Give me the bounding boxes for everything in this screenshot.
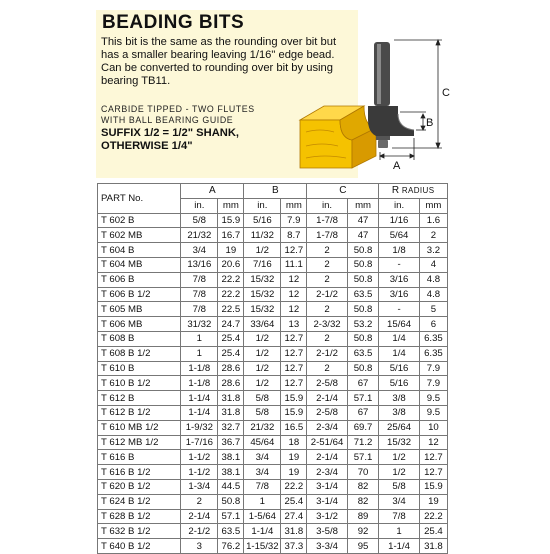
a-in-cell: 1-1/8 [181,361,218,376]
a-in-cell: 7/8 [181,287,218,302]
part-number-cell: T 612 B 1/2 [98,405,181,420]
c-in-cell: 3-1/4 [307,494,348,509]
c-in-cell: 2-3/4 [307,465,348,480]
dimension-label-c: C [442,87,450,99]
table-row [98,524,448,539]
r-in-cell: 5/8 [379,479,420,494]
c-in-cell: 3-5/8 [307,524,348,539]
c-mm-cell: 69.7 [347,420,379,435]
a-mm-cell: 16.7 [218,228,244,243]
group-r-letter: R [391,185,400,197]
c-in-cell: 2-1/2 [307,287,348,302]
c-in-cell: 2-3/32 [307,317,348,332]
group-b-header: B [244,184,307,199]
router-bit-diagram [280,28,460,178]
c-mm-cell: 71.2 [347,435,379,450]
c-in-cell: 1-7/8 [307,228,348,243]
b-in-cell: 15/32 [244,302,281,317]
table-row [98,435,448,450]
a-in-cell: 1 [181,346,218,361]
c-mm-cell: 50.8 [347,272,379,287]
part-number-cell: T 612 B [98,391,181,406]
r-in-cell: 3/16 [379,287,420,302]
b-in-cell: 1/2 [244,376,281,391]
r-in-cell: 1/4 [379,331,420,346]
part-number-cell: T 620 B 1/2 [98,479,181,494]
unit-r-mm: mm [419,198,447,213]
unit-a-mm: mm [218,198,244,213]
table-row [98,317,448,332]
table-row [98,494,448,509]
r-in-cell: 1 [379,524,420,539]
c-mm-cell: 89 [347,509,379,524]
a-mm-cell: 19 [218,243,244,258]
c-mm-cell: 95 [347,539,379,554]
page-title: BEADING BITS [102,12,245,33]
c-in-cell: 2 [307,361,348,376]
r-in-cell: 15/32 [379,435,420,450]
c-in-cell: 2-1/4 [307,391,348,406]
spec-table-body [98,213,448,553]
a-in-cell: 2-1/4 [181,509,218,524]
a-mm-cell: 76.2 [218,539,244,554]
c-mm-cell: 57.1 [347,391,379,406]
r-mm-cell: 7.9 [419,376,447,391]
a-in-cell: 13/16 [181,257,218,272]
c-in-cell: 2 [307,243,348,258]
c-in-cell: 2 [307,272,348,287]
b-in-cell: 21/32 [244,420,281,435]
r-mm-cell: 12.7 [419,465,447,480]
c-mm-cell: 47 [347,228,379,243]
b-mm-cell: 12.7 [281,331,307,346]
description-text-2: Can be converted to rounding over bit by using bearing TB11. [101,62,333,87]
table-row [98,272,448,287]
a-in-cell: 1-9/32 [181,420,218,435]
b-mm-cell: 12.7 [281,361,307,376]
b-in-cell: 3/4 [244,465,281,480]
r-in-cell: 3/4 [379,494,420,509]
r-mm-cell: 3.2 [419,243,447,258]
a-in-cell: 1-7/16 [181,435,218,450]
r-in-cell: 5/16 [379,361,420,376]
a-in-cell: 2-1/2 [181,524,218,539]
subtitle-line-1: CARBIDE TIPPED - TWO FLUTES [101,104,255,114]
r-in-cell: 1/2 [379,450,420,465]
part-number-cell: T 632 B 1/2 [98,524,181,539]
r-mm-cell: 25.4 [419,524,447,539]
r-mm-cell: 9.5 [419,391,447,406]
c-in-cell: 3-3/4 [307,539,348,554]
b-mm-cell: 12.7 [281,346,307,361]
b-mm-cell: 12 [281,272,307,287]
r-in-cell: 5/64 [379,228,420,243]
table-row [98,509,448,524]
subtitle-line-2: WITH BALL BEARING GUIDE [101,114,234,125]
part-number-cell: T 606 B 1/2 [98,287,181,302]
b-mm-cell: 12 [281,287,307,302]
r-mm-cell: 12 [419,435,447,450]
r-in-cell: - [379,257,420,272]
table-row [98,405,448,420]
part-number-cell: T 610 B 1/2 [98,376,181,391]
a-in-cell: 1 [181,331,218,346]
c-in-cell: 2-51/64 [307,435,348,450]
c-mm-cell: 50.8 [347,302,379,317]
table-row [98,479,448,494]
router-bit-illustration [368,42,414,148]
a-mm-cell: 44.5 [218,479,244,494]
c-mm-cell: 63.5 [347,346,379,361]
r-mm-cell: 6 [419,317,447,332]
a-in-cell: 7/8 [181,302,218,317]
r-mm-cell: 22.2 [419,509,447,524]
c-mm-cell: 53.2 [347,317,379,332]
a-mm-cell: 22.2 [218,272,244,287]
a-in-cell: 1-1/4 [181,391,218,406]
table-row [98,243,448,258]
a-mm-cell: 36.7 [218,435,244,450]
r-in-cell: 5/16 [379,376,420,391]
b-in-cell: 15/32 [244,287,281,302]
c-mm-cell: 50.8 [347,243,379,258]
table-row [98,302,448,317]
part-no-header: PART No. [98,184,181,214]
r-in-cell: 1/16 [379,213,420,228]
b-in-cell: 5/16 [244,213,281,228]
r-in-cell: 15/64 [379,317,420,332]
description-text-1: This bit is the same as the rounding over bit but has a smaller bearing leaving 1/16" edge bead. [101,36,337,61]
a-mm-cell: 32.7 [218,420,244,435]
c-mm-cell: 92 [347,524,379,539]
b-mm-cell: 8.7 [281,228,307,243]
part-number-cell: T 610 B [98,361,181,376]
c-mm-cell: 70 [347,465,379,480]
spec-table [97,183,448,554]
r-mm-cell: 15.9 [419,479,447,494]
c-in-cell: 2 [307,331,348,346]
b-mm-cell: 27.4 [281,509,307,524]
suffix-line-2: OTHERWISE 1/4" [101,140,193,152]
a-in-cell: 21/32 [181,228,218,243]
r-in-cell: 3/8 [379,391,420,406]
a-in-cell: 3 [181,539,218,554]
b-in-cell: 7/8 [244,479,281,494]
b-mm-cell: 16.5 [281,420,307,435]
c-in-cell: 2-5/8 [307,405,348,420]
a-mm-cell: 22.2 [218,287,244,302]
table-row [98,346,448,361]
b-mm-cell: 7.9 [281,213,307,228]
r-mm-cell: 6.35 [419,331,447,346]
a-mm-cell: 22.5 [218,302,244,317]
suffix-line-1: SUFFIX 1/2 = 1/2" SHANK, [101,127,240,139]
r-in-cell: 25/64 [379,420,420,435]
unit-c-mm: mm [347,198,379,213]
b-in-cell: 1-5/64 [244,509,281,524]
b-in-cell: 45/64 [244,435,281,450]
table-row [98,287,448,302]
a-mm-cell: 38.1 [218,450,244,465]
r-mm-cell: 7.9 [419,361,447,376]
part-number-cell: T 608 B [98,331,181,346]
table-row [98,450,448,465]
b-in-cell: 3/4 [244,450,281,465]
r-mm-cell: 12.7 [419,450,447,465]
c-in-cell: 2-3/4 [307,420,348,435]
r-mm-cell: 1.6 [419,213,447,228]
r-mm-cell: 4 [419,257,447,272]
b-mm-cell: 19 [281,465,307,480]
b-in-cell: 1 [244,494,281,509]
a-mm-cell: 57.1 [218,509,244,524]
r-mm-cell: 6.35 [419,346,447,361]
part-number-cell: T 602 MB [98,228,181,243]
b-mm-cell: 31.8 [281,524,307,539]
c-mm-cell: 67 [347,376,379,391]
c-in-cell: 2 [307,302,348,317]
b-in-cell: 1-1/4 [244,524,281,539]
a-mm-cell: 63.5 [218,524,244,539]
a-in-cell: 1-3/4 [181,479,218,494]
r-mm-cell: 10 [419,420,447,435]
b-in-cell: 15/32 [244,272,281,287]
table-row [98,213,448,228]
part-number-cell: T 604 MB [98,257,181,272]
a-in-cell: 31/32 [181,317,218,332]
a-in-cell: 1-1/8 [181,376,218,391]
group-c-header: C [307,184,379,199]
b-mm-cell: 11.1 [281,257,307,272]
c-in-cell: 2-5/8 [307,376,348,391]
r-mm-cell: 9.5 [419,405,447,420]
part-number-cell: T 606 MB [98,317,181,332]
part-number-cell: T 624 B 1/2 [98,494,181,509]
subtitle [101,104,255,125]
b-mm-cell: 22.2 [281,479,307,494]
a-mm-cell: 31.8 [218,405,244,420]
part-number-cell: T 640 B 1/2 [98,539,181,554]
c-in-cell: 3-1/4 [307,479,348,494]
b-mm-cell: 12.7 [281,376,307,391]
table-row [98,465,448,480]
r-mm-cell: 4.8 [419,272,447,287]
r-in-cell: 3/16 [379,272,420,287]
table-row [98,331,448,346]
part-number-cell: T 608 B 1/2 [98,346,181,361]
part-number-cell: T 612 MB 1/2 [98,435,181,450]
part-number-cell: T 602 B [98,213,181,228]
table-row [98,376,448,391]
unit-r-in: in. [379,198,420,213]
c-in-cell: 1-7/8 [307,213,348,228]
b-mm-cell: 19 [281,450,307,465]
b-mm-cell: 25.4 [281,494,307,509]
a-mm-cell: 20.6 [218,257,244,272]
part-number-cell: T 616 B 1/2 [98,465,181,480]
part-number-cell: T 610 MB 1/2 [98,420,181,435]
unit-b-mm: mm [281,198,307,213]
dimension-label-a: A [393,160,401,172]
c-in-cell: 2-1/2 [307,346,348,361]
b-mm-cell: 15.9 [281,391,307,406]
b-in-cell: 33/64 [244,317,281,332]
part-number-cell: T 616 B [98,450,181,465]
table-row [98,539,448,554]
dimension-label-b: B [426,117,434,129]
b-mm-cell: 13 [281,317,307,332]
a-mm-cell: 24.7 [218,317,244,332]
table-header-row [98,184,448,199]
unit-b-in: in. [244,198,281,213]
c-in-cell: 3-1/2 [307,509,348,524]
b-in-cell: 1/2 [244,346,281,361]
a-mm-cell: 28.6 [218,376,244,391]
a-in-cell: 2 [181,494,218,509]
wood-block-illustration [300,106,376,168]
a-in-cell: 3/4 [181,243,218,258]
c-mm-cell: 50.8 [347,361,379,376]
r-mm-cell: 31.8 [419,539,447,554]
b-in-cell: 5/8 [244,391,281,406]
b-in-cell: 1-15/32 [244,539,281,554]
r-in-cell: 1/8 [379,243,420,258]
b-mm-cell: 15.9 [281,405,307,420]
a-mm-cell: 38.1 [218,465,244,480]
r-mm-cell: 4.8 [419,287,447,302]
a-mm-cell: 50.8 [218,494,244,509]
c-mm-cell: 50.8 [347,257,379,272]
a-mm-cell: 15.9 [218,213,244,228]
a-mm-cell: 25.4 [218,331,244,346]
part-number-cell: T 604 B [98,243,181,258]
r-in-cell: 7/8 [379,509,420,524]
c-in-cell: 2 [307,257,348,272]
r-in-cell: - [379,302,420,317]
table-row [98,257,448,272]
a-in-cell: 1-1/4 [181,405,218,420]
b-mm-cell: 18 [281,435,307,450]
a-mm-cell: 25.4 [218,346,244,361]
a-in-cell: 5/8 [181,213,218,228]
c-mm-cell: 63.5 [347,287,379,302]
a-mm-cell: 31.8 [218,391,244,406]
b-mm-cell: 12.7 [281,243,307,258]
c-mm-cell: 67 [347,405,379,420]
c-mm-cell: 82 [347,479,379,494]
b-in-cell: 1/2 [244,243,281,258]
part-number-cell: T 606 B [98,272,181,287]
b-in-cell: 1/2 [244,331,281,346]
c-mm-cell: 50.8 [347,331,379,346]
r-in-cell: 3/8 [379,405,420,420]
c-in-cell: 2-1/4 [307,450,348,465]
a-in-cell: 1-1/2 [181,465,218,480]
table-row [98,420,448,435]
a-mm-cell: 28.6 [218,361,244,376]
a-in-cell: 1-1/2 [181,450,218,465]
part-number-cell: T 628 B 1/2 [98,509,181,524]
group-r-header [379,184,448,199]
r-mm-cell: 5 [419,302,447,317]
b-in-cell: 11/32 [244,228,281,243]
table-row [98,361,448,376]
table-row [98,391,448,406]
suffix-note [101,127,239,153]
group-a-header: A [181,184,244,199]
table-row [98,228,448,243]
r-mm-cell: 19 [419,494,447,509]
r-in-cell: 1/2 [379,465,420,480]
b-in-cell: 5/8 [244,405,281,420]
b-in-cell: 7/16 [244,257,281,272]
b-mm-cell: 12 [281,302,307,317]
r-mm-cell: 2 [419,228,447,243]
group-r-word: RADIUS [401,186,435,196]
r-in-cell: 1-1/4 [379,539,420,554]
b-in-cell: 1/2 [244,361,281,376]
part-number-cell: T 605 MB [98,302,181,317]
b-mm-cell: 37.3 [281,539,307,554]
unit-c-in: in. [307,198,348,213]
c-mm-cell: 57.1 [347,450,379,465]
a-in-cell: 7/8 [181,272,218,287]
c-mm-cell: 47 [347,213,379,228]
unit-a-in: in. [181,198,218,213]
c-mm-cell: 82 [347,494,379,509]
r-in-cell: 1/4 [379,346,420,361]
